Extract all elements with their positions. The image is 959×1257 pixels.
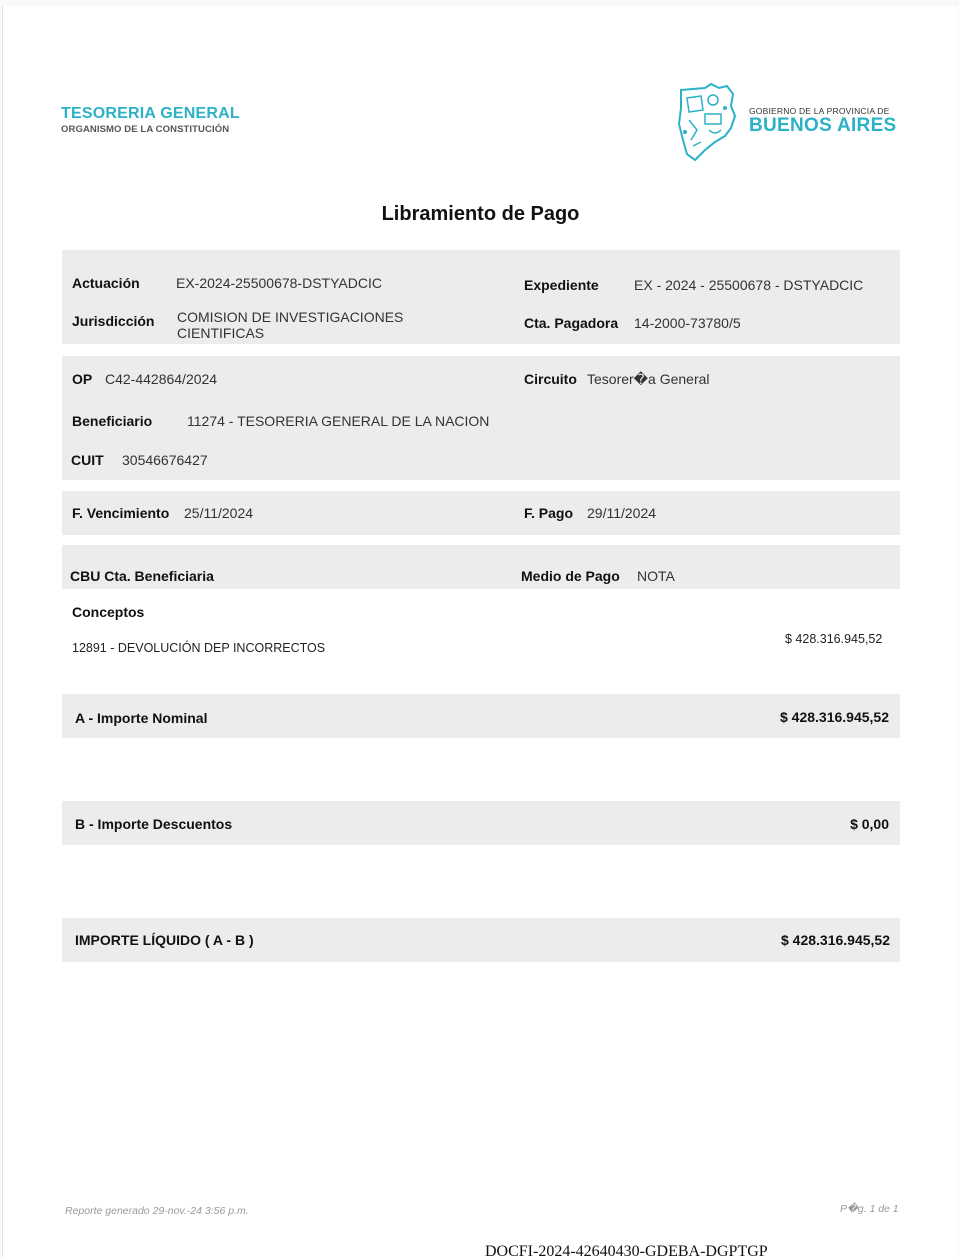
importe-nominal-row xyxy=(62,694,900,738)
vencimiento-label: F. Vencimiento xyxy=(72,505,170,521)
actuacion-value: EX-2024-25500678-DSTYADCIC xyxy=(176,275,382,291)
op-value: C42-442864/2024 xyxy=(105,371,218,387)
cbu-panel xyxy=(62,545,900,589)
pago-label: F. Pago xyxy=(524,505,574,521)
op-label: OP xyxy=(72,371,93,387)
beneficiario-panel xyxy=(62,356,900,480)
cta-pagadora-label: Cta. Pagadora xyxy=(524,315,619,331)
org-title: TESORERIA GENERAL xyxy=(61,105,240,122)
beneficiario-label: Beneficiario xyxy=(72,413,153,429)
page-number: P�g. 1 de 1 xyxy=(840,1203,899,1215)
circuito-value: Tesorer�a General xyxy=(587,371,710,387)
concepto-amount: $ 428.316.945,52 xyxy=(785,632,883,646)
report-generated: Reporte generado 29-nov.-24 3:56 p.m. xyxy=(65,1205,249,1217)
circuito-label: Circuito xyxy=(524,371,577,387)
province-map-logo-icon xyxy=(675,80,745,164)
expediente-panel xyxy=(62,250,900,344)
cbu-label: CBU Cta. Beneficiaria xyxy=(70,568,214,584)
cuit-label: CUIT xyxy=(71,452,104,468)
importe-liquido-label: IMPORTE LÍQUIDO ( A - B ) xyxy=(75,932,254,948)
expediente-value: EX - 2024 - 25500678 - DSTYADCIC xyxy=(634,277,864,293)
gov-line2: BUENOS AIRES xyxy=(749,115,897,136)
importe-nominal-value: $ 428.316.945,52 xyxy=(780,709,889,725)
jurisdiccion-value: COMISION DE INVESTIGACIONES CIENTIFICAS xyxy=(177,309,404,341)
medio-pago-label: Medio de Pago xyxy=(521,568,620,584)
medio-pago-value: NOTA xyxy=(637,568,675,584)
importe-descuentos-label: B - Importe Descuentos xyxy=(75,816,233,832)
importe-nominal-label: A - Importe Nominal xyxy=(75,710,208,726)
document-id: DOCFI-2024-42640430-GDEBA-DGPTGP xyxy=(485,1243,768,1257)
conceptos-label: Conceptos xyxy=(72,604,145,620)
cta-pagadora-value: 14-2000-73780/5 xyxy=(634,315,741,331)
gov-line1: GOBIERNO DE LA PROVINCIA DE xyxy=(749,106,890,116)
importe-liquido-value: $ 428.316.945,52 xyxy=(781,932,890,948)
fechas-panel xyxy=(62,491,900,535)
expediente-label: Expediente xyxy=(524,277,599,293)
importe-liquido-row xyxy=(62,918,900,962)
actuacion-label: Actuación xyxy=(72,275,140,291)
org-subtitle: ORGANISMO DE LA CONSTITUCIÓN xyxy=(61,124,230,135)
document-page xyxy=(2,6,958,1257)
importe-descuentos-value: $ 0,00 xyxy=(850,816,889,832)
beneficiario-value: 11274 - TESORERIA GENERAL DE LA NACION xyxy=(187,413,490,429)
importe-descuentos-row xyxy=(62,801,900,845)
jurisdiccion-label: Jurisdicción xyxy=(72,313,155,329)
cuit-value: 30546676427 xyxy=(122,452,208,468)
document-title: Libramiento de Pago xyxy=(381,203,580,225)
vencimiento-value: 25/11/2024 xyxy=(184,505,254,521)
concepto-desc: 12891 - DEVOLUCIÓN DEP INCORRECTOS xyxy=(72,641,326,655)
pago-value: 29/11/2024 xyxy=(587,505,657,521)
